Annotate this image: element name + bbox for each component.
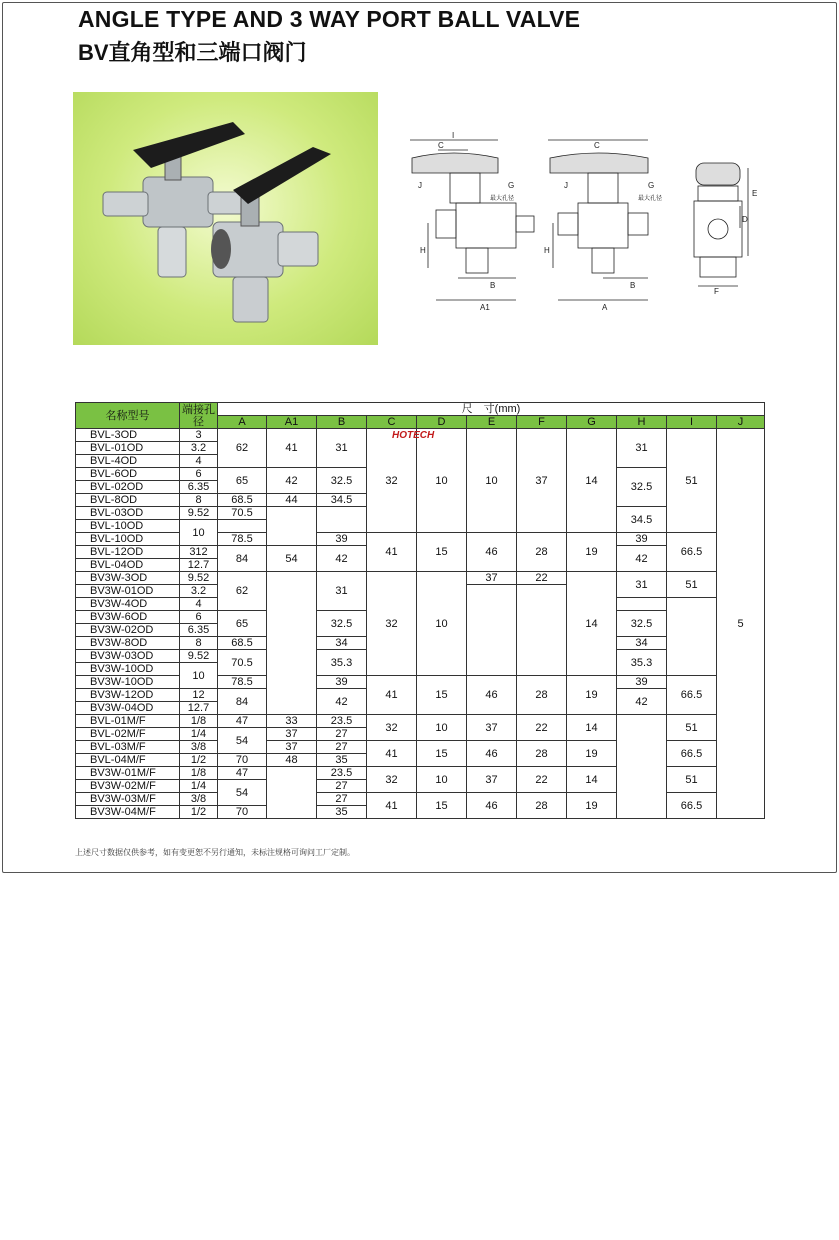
dim-cell-a: 78.5 (218, 533, 267, 546)
port-cell: 1/4 (180, 780, 218, 793)
dim-cell-e: 46 (467, 533, 517, 572)
port-cell: 8 (180, 494, 218, 507)
port-cell: 10 (180, 663, 218, 689)
port-cell: 3/8 (180, 741, 218, 754)
dim-cell-b: 42 (317, 546, 367, 572)
dim-label-c: C (438, 141, 444, 150)
page-subtitle: BV直角型和三端口阀门 (78, 40, 307, 65)
dim-cell-a: 70.5 (218, 507, 267, 520)
dim-cell-h (617, 715, 667, 819)
dim-cell-h: 39 (617, 533, 667, 546)
dim-label-f: F (714, 287, 719, 296)
dim-label-g2: G (648, 181, 655, 190)
dim-cell-a1 (267, 767, 317, 819)
dim-cell-a: 78.5 (218, 676, 267, 689)
dim-cell-b: 27 (317, 728, 367, 741)
model-cell: BVL-02OD (76, 481, 180, 494)
dim-cell-a: 70 (218, 806, 267, 819)
dim-cell-f: 28 (517, 793, 567, 819)
dim-cell-a: 70 (218, 754, 267, 767)
dim-cell-h: 35.3 (617, 650, 667, 676)
dim-cell-a1: 54 (267, 546, 317, 572)
model-cell: BV3W-04M/F (76, 806, 180, 819)
dim-cell-a1: 37 (267, 741, 317, 754)
dim-cell-g: 14 (567, 715, 617, 741)
model-cell: BV3W-02OD (76, 624, 180, 637)
dim-cell-g: 14 (567, 572, 617, 676)
technical-drawing (398, 128, 778, 323)
dim-label-h2: H (544, 246, 550, 255)
col-header-dim-j: J (717, 416, 765, 429)
dim-cell-a: 62 (218, 572, 267, 611)
dim-cell-g: 19 (567, 741, 617, 767)
dim-cell-c: 41 (367, 793, 417, 819)
col-header-dim-c: C (367, 416, 417, 429)
dim-cell-c: 41 (367, 676, 417, 715)
model-cell: BV3W-10OD (76, 676, 180, 689)
dim-cell-i (667, 598, 717, 676)
model-cell: BV3W-03M/F (76, 793, 180, 806)
port-cell: 3.2 (180, 442, 218, 455)
dim-cell-h: 42 (617, 689, 667, 715)
dim-label-i: I (452, 131, 455, 140)
model-cell: BV3W-03OD (76, 650, 180, 663)
table-row (76, 572, 765, 585)
dim-cell-e: 10 (467, 429, 517, 533)
dim-cell-a1: 41 (267, 429, 317, 468)
dim-cell-a: 62 (218, 429, 267, 468)
model-cell: BVL-03M/F (76, 741, 180, 754)
dim-cell-b: 23.5 (317, 715, 367, 728)
valve-angle-image (211, 147, 331, 322)
dim-cell-f: 28 (517, 676, 567, 715)
port-cell: 3.2 (180, 585, 218, 598)
dim-cell-d: 15 (417, 741, 467, 767)
model-cell: BV3W-8OD (76, 637, 180, 650)
model-cell: BVL-3OD (76, 429, 180, 442)
dim-cell-c: 41 (367, 533, 417, 572)
dim-cell-a: 54 (218, 780, 267, 806)
dim-cell-b (317, 507, 367, 533)
port-cell: 312 (180, 546, 218, 559)
dim-label-j2: J (564, 181, 568, 190)
spec-table-wrapper (75, 402, 764, 1240)
model-cell: BVL-10OD (76, 533, 180, 546)
dim-cell-b: 31 (317, 572, 367, 611)
dim-cell-b: 35.3 (317, 650, 367, 676)
dim-cell-h: 31 (617, 429, 667, 468)
dim-cell-g: 19 (567, 793, 617, 819)
dim-cell-f: 22 (517, 572, 567, 585)
model-cell: BV3W-04OD (76, 702, 180, 715)
dim-cell-d: 15 (417, 793, 467, 819)
dim-cell-f: 28 (517, 741, 567, 767)
dim-cell-h: 32.5 (617, 468, 667, 507)
model-cell: BVL-01OD (76, 442, 180, 455)
col-header-port: 端接孔径 (180, 403, 218, 429)
model-cell: BV3W-01M/F (76, 767, 180, 780)
dim-label-h: H (420, 246, 426, 255)
col-header-dim-e: E (467, 416, 517, 429)
dim-label-g: G (508, 181, 515, 190)
dim-cell-b: 31 (317, 429, 367, 468)
dim-label-b: B (490, 281, 496, 290)
port-cell: 12.7 (180, 559, 218, 572)
port-cell: 1/4 (180, 728, 218, 741)
dim-cell-a1: 37 (267, 728, 317, 741)
model-cell: BVL-01M/F (76, 715, 180, 728)
dim-cell-b: 27 (317, 793, 367, 806)
dim-cell-a1: 33 (267, 715, 317, 728)
dim-cell-g: 14 (567, 767, 617, 793)
col-header-dim-b: B (317, 416, 367, 429)
dim-cell-i: 51 (667, 572, 717, 598)
dim-cell-f: 22 (517, 715, 567, 741)
dim-cell-a: 47 (218, 767, 267, 780)
dim-cell-a: 70.5 (218, 650, 267, 676)
col-header-dim-f: F (517, 416, 567, 429)
port-cell: 1/2 (180, 754, 218, 767)
dim-cell-f: 37 (517, 429, 567, 533)
model-cell: BVL-4OD (76, 455, 180, 468)
footnote: 上述尺寸数据仅供参考，如有变更恕不另行通知，未标注规格可询问工厂定制。 (75, 848, 355, 857)
dim-cell-a1: 48 (267, 754, 317, 767)
dim-cell-b: 35 (317, 754, 367, 767)
dim-cell-a: 65 (218, 468, 267, 494)
model-cell: BV3W-6OD (76, 611, 180, 624)
watermark-logo: HOTECH (392, 430, 435, 441)
port-cell: 12 (180, 689, 218, 702)
dim-cell-a1: 42 (267, 468, 317, 494)
dim-cell-f (517, 585, 567, 676)
model-cell: BVL-04OD (76, 559, 180, 572)
model-cell: BVL-8OD (76, 494, 180, 507)
dim-label-b2: B (630, 281, 636, 290)
port-cell: 4 (180, 455, 218, 468)
dim-cell-a1: 44 (267, 494, 317, 507)
dim-cell-a: 84 (218, 689, 267, 715)
dim-cell-c: 41 (367, 741, 417, 767)
model-cell: BVL-02M/F (76, 728, 180, 741)
dim-cell-i: 51 (667, 429, 717, 533)
dim-label-a1: A1 (480, 303, 490, 312)
dim-cell-d: 15 (417, 676, 467, 715)
dim-cell-a: 68.5 (218, 494, 267, 507)
dim-cell-d: 10 (417, 429, 467, 533)
model-cell: BVL-6OD (76, 468, 180, 481)
dim-cell-c: 32 (367, 767, 417, 793)
dim-cell-a: 68.5 (218, 637, 267, 650)
port-cell: 9.52 (180, 650, 218, 663)
port-cell: 6 (180, 611, 218, 624)
dim-cell-b: 27 (317, 741, 367, 754)
dim-cell-f: 28 (517, 533, 567, 572)
dim-cell-b: 42 (317, 689, 367, 715)
dim-cell-h: 34.5 (617, 507, 667, 533)
col-header-dim-g: G (567, 416, 617, 429)
model-cell: BVL-10OD (76, 520, 180, 533)
model-cell: BV3W-02M/F (76, 780, 180, 793)
model-cell: BV3W-4OD (76, 598, 180, 611)
drawing-note-2: 最大孔径 (638, 196, 663, 202)
dim-cell-g: 14 (567, 429, 617, 533)
dim-label-j: J (418, 181, 422, 190)
table-row (76, 715, 765, 728)
model-cell: BV3W-01OD (76, 585, 180, 598)
dim-cell-i: 66.5 (667, 533, 717, 572)
dim-cell-c: 32 (367, 715, 417, 741)
port-cell: 6.35 (180, 624, 218, 637)
col-header-dimensions: 尺 寸(mm) (218, 403, 765, 416)
dim-cell-c: 32 (367, 572, 417, 676)
dim-cell-b: 34 (317, 637, 367, 650)
spec-table (75, 402, 765, 819)
dim-cell-h: 34 (617, 637, 667, 650)
dim-cell-i: 66.5 (667, 793, 717, 819)
dim-cell-a1 (267, 507, 317, 546)
dim-cell-i: 51 (667, 715, 717, 741)
dim-cell-c: 32 (367, 429, 417, 533)
dim-cell-a: 84 (218, 546, 267, 572)
dim-cell-a: 54 (218, 728, 267, 754)
col-header-dim-i: I (667, 416, 717, 429)
dim-cell-g: 19 (567, 676, 617, 715)
product-photo (73, 92, 378, 345)
col-header-dim-h: H (617, 416, 667, 429)
col-header-dim-a: A (218, 416, 267, 429)
dim-cell-e: 46 (467, 793, 517, 819)
dim-cell-d: 10 (417, 715, 467, 741)
port-cell: 1/8 (180, 767, 218, 780)
dim-cell-e (467, 585, 517, 676)
model-cell: BVL-12OD (76, 546, 180, 559)
port-cell: 3/8 (180, 793, 218, 806)
dim-cell-e: 37 (467, 767, 517, 793)
dim-cell-i: 51 (667, 767, 717, 793)
port-cell: 1/8 (180, 715, 218, 728)
dim-label-a: A (602, 303, 608, 312)
dim-cell-b: 39 (317, 533, 367, 546)
col-header-model: 名称型号 (76, 403, 180, 429)
page-title: ANGLE TYPE AND 3 WAY PORT BALL VALVE (78, 6, 581, 32)
dim-cell-g: 19 (567, 533, 617, 572)
port-cell: 3 (180, 429, 218, 442)
spec-table-body (76, 429, 765, 819)
table-row (76, 533, 765, 546)
dim-cell-b: 39 (317, 676, 367, 689)
dim-cell-a1 (267, 572, 317, 715)
dim-cell-b: 34.5 (317, 494, 367, 507)
model-cell: BV3W-12OD (76, 689, 180, 702)
model-cell: BV3W-10OD (76, 663, 180, 676)
col-header-dim-a1: A1 (267, 416, 317, 429)
dim-cell-h: 42 (617, 546, 667, 572)
dim-cell-f: 22 (517, 767, 567, 793)
port-cell: 9.52 (180, 507, 218, 520)
dim-cell-h: 39 (617, 676, 667, 689)
dim-cell-h: 32.5 (617, 611, 667, 637)
dim-cell-a (218, 520, 267, 533)
dim-cell-j: 5 (717, 429, 765, 819)
dim-label-c2: C (594, 141, 600, 150)
dim-cell-b: 35 (317, 806, 367, 819)
dim-cell-e: 37 (467, 572, 517, 585)
port-cell: 1/2 (180, 806, 218, 819)
dim-cell-i: 66.5 (667, 676, 717, 715)
dim-cell-e: 46 (467, 676, 517, 715)
drawing-note-1: 最大孔径 (490, 196, 515, 202)
dim-cell-b: 32.5 (317, 468, 367, 494)
port-cell: 6 (180, 468, 218, 481)
dim-label-d: D (742, 215, 748, 224)
port-cell: 10 (180, 520, 218, 546)
dim-cell-b: 23.5 (317, 767, 367, 780)
dim-cell-a: 47 (218, 715, 267, 728)
dim-cell-d: 10 (417, 767, 467, 793)
dim-cell-h: 31 (617, 572, 667, 598)
model-cell: BVL-04M/F (76, 754, 180, 767)
dim-cell-d: 15 (417, 533, 467, 572)
dim-cell-b: 32.5 (317, 611, 367, 637)
dim-cell-e: 37 (467, 715, 517, 741)
port-cell: 8 (180, 637, 218, 650)
dim-label-e: E (752, 189, 758, 198)
table-row (76, 676, 765, 689)
dim-cell-d: 10 (417, 572, 467, 676)
dim-cell-h (617, 598, 667, 611)
col-header-dim-d: D (417, 416, 467, 429)
dim-cell-a: 65 (218, 611, 267, 637)
port-cell: 12.7 (180, 702, 218, 715)
model-cell: BV3W-3OD (76, 572, 180, 585)
dim-cell-e: 46 (467, 741, 517, 767)
dim-cell-i: 66.5 (667, 741, 717, 767)
port-cell: 9.52 (180, 572, 218, 585)
port-cell: 6.35 (180, 481, 218, 494)
port-cell: 4 (180, 598, 218, 611)
model-cell: BVL-03OD (76, 507, 180, 520)
dim-cell-b: 27 (317, 780, 367, 793)
